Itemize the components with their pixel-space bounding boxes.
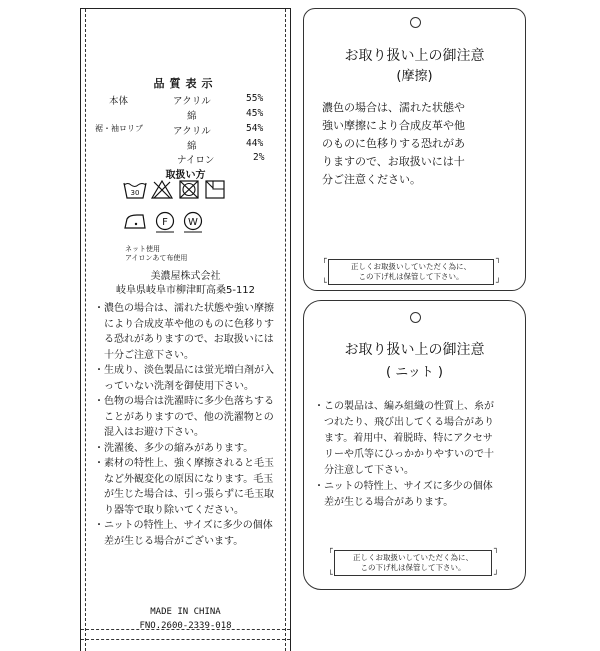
tag-subtitle: (摩擦) bbox=[396, 69, 433, 84]
note-bullet: ・ bbox=[94, 365, 104, 376]
iron-note: アイロンあて布使用 bbox=[125, 254, 188, 262]
no-bleach-icon bbox=[152, 181, 172, 198]
corner-mark-br: ┘ bbox=[496, 278, 501, 287]
tag-hole bbox=[410, 312, 421, 323]
comp-fiber: アクリル bbox=[173, 96, 211, 107]
tag-line: リーや爪等にひっかかりやすいので十 bbox=[314, 449, 494, 460]
dry-clean-f-icon bbox=[156, 213, 174, 233]
tag-title: お取り扱い上の御注意 bbox=[344, 48, 485, 64]
corner-mark-tl: ┌ bbox=[328, 544, 333, 553]
care-note bbox=[94, 363, 276, 394]
keep-tag-line: この下げ札は保管して下さい。 bbox=[360, 563, 466, 572]
tag-subtitle: ( ニット ) bbox=[386, 365, 443, 380]
comp-pct: 2% bbox=[253, 152, 265, 163]
comp-fiber: ナイロン bbox=[177, 155, 215, 166]
stitch-line-right bbox=[285, 9, 286, 651]
tag-line: 分注意して下さい。 bbox=[314, 465, 414, 476]
care-note bbox=[94, 441, 276, 457]
stitch-line-left bbox=[85, 9, 86, 651]
corner-mark-bl: └ bbox=[322, 278, 327, 287]
tag-hole bbox=[410, 17, 421, 28]
note-text: ニットの特性上、サイズに多少の個体差が生じる場合がございます。 bbox=[104, 520, 273, 547]
tag-title: お取り扱い上の御注意 bbox=[344, 342, 485, 358]
comp-pct: 55% bbox=[246, 93, 264, 104]
tag-line: 濃色の場合は、濡れた状態や bbox=[322, 101, 465, 114]
note-bullet: ・ bbox=[94, 303, 104, 314]
note-text: 洗濯後、多少の縮みがあります。 bbox=[104, 442, 254, 454]
tag-line: 強い摩擦により合成皮革や他 bbox=[322, 119, 465, 132]
tag-line: ・この製品は、編み組織の性質上、糸が bbox=[314, 401, 494, 412]
care-title: 取扱い方 bbox=[165, 170, 206, 181]
keep-tag-line: この下げ札は保管して下さい。 bbox=[358, 272, 464, 281]
keep-tag-line: 正しくお取扱いしていただく為に、 bbox=[353, 553, 473, 562]
tag-line: 分ご注意ください。 bbox=[322, 173, 421, 186]
no-tumble-dry-icon bbox=[180, 181, 198, 198]
note-bullet: ・ bbox=[94, 458, 104, 469]
corner-mark-br: ┘ bbox=[494, 570, 499, 579]
care-label bbox=[80, 8, 291, 651]
care-note bbox=[94, 518, 276, 549]
note-text: 素材の特性上、強く摩擦されると毛玉など外観変化の原因になります。毛玉が生じた場合は、引っ張らずに毛玉取り器等で取り除いてください。 bbox=[104, 458, 274, 516]
corner-mark-tr: ┐ bbox=[494, 544, 499, 553]
note-text: 生成り、淡色製品には蛍光増白剤が入っていない洗剤を御使用下さい。 bbox=[104, 365, 274, 392]
wash-tub-icon bbox=[124, 183, 146, 198]
fno-text: FNO.2600-2339-018 bbox=[139, 621, 232, 631]
keep-tag-note bbox=[334, 550, 492, 576]
tag-body bbox=[322, 99, 510, 189]
corner-mark-bl: └ bbox=[328, 570, 333, 579]
keep-tag-note bbox=[328, 259, 494, 285]
comp-fiber: 綿 bbox=[187, 141, 197, 152]
wet-clean-w-icon bbox=[184, 213, 202, 233]
care-symbols-row-2 bbox=[123, 209, 233, 233]
care-symbols-row-1 bbox=[123, 179, 233, 201]
care-note bbox=[94, 394, 276, 441]
note-text: 色物の場合は洗濯時に多少色落ちすることがありますので、他の洗濯物との混入はお避け下さい。 bbox=[104, 396, 274, 438]
care-note bbox=[94, 456, 276, 518]
iron-low-icon bbox=[125, 215, 145, 228]
tag-line: ます。着用中、着脱時、特にアクセサ bbox=[314, 433, 493, 444]
maker-address: 岐阜県岐阜市柳津町高桑5-112 bbox=[115, 285, 256, 296]
note-text: 濃色の場合は、濡れた状態や強い摩擦により合成皮革や他のものに色移りする恐れがありますので、お取扱いには十分ご注意下さい。 bbox=[104, 303, 274, 361]
dry-clean-letter: F bbox=[162, 217, 168, 228]
wash-temp: 30 bbox=[130, 189, 140, 197]
comp-fiber: アクリル bbox=[173, 126, 211, 137]
care-notes bbox=[94, 301, 276, 549]
note-bullet: ・ bbox=[94, 396, 104, 407]
corner-mark-tr: ┐ bbox=[496, 254, 501, 263]
net-note: ネット使用 bbox=[125, 245, 160, 253]
stitch-line-bottom-2 bbox=[81, 639, 290, 640]
comp-fiber: 綿 bbox=[187, 111, 197, 122]
comp-pct: 44% bbox=[246, 138, 264, 149]
corner-mark-tl: ┌ bbox=[322, 254, 327, 263]
comp-pct: 54% bbox=[246, 123, 264, 134]
wet-clean-letter: W bbox=[188, 217, 198, 228]
maker-name: 美濃屋株式会社 bbox=[150, 271, 221, 282]
tag-line: のものに色移りする恐れがあ bbox=[322, 137, 465, 150]
quality-title: 品質表示 bbox=[153, 77, 218, 90]
care-note bbox=[94, 301, 276, 363]
tag-line: ・ニットの特性上、サイズに多少の個体 bbox=[314, 481, 493, 492]
tag-body bbox=[314, 399, 520, 511]
tag-line: りますので、お取扱いには十 bbox=[322, 155, 465, 168]
keep-tag-line: 正しくお取扱いしていただく為に、 bbox=[351, 262, 471, 271]
line-dry-shade-icon bbox=[206, 181, 224, 198]
tag-line: つれたり、飛び出してくる場合があり bbox=[314, 417, 494, 428]
note-bullet: ・ bbox=[94, 520, 104, 531]
comp-pct: 45% bbox=[246, 108, 264, 119]
tag-line: 差が生じる場合があります。 bbox=[314, 497, 454, 508]
hang-tag-knit bbox=[303, 300, 526, 590]
made-in-text: MADE IN CHINA bbox=[150, 607, 221, 617]
note-bullet: ・ bbox=[94, 442, 104, 454]
comp-part: 本体 bbox=[109, 96, 129, 107]
hang-tag-friction bbox=[303, 8, 526, 291]
comp-part: 裾・袖ロリブ bbox=[95, 124, 143, 133]
